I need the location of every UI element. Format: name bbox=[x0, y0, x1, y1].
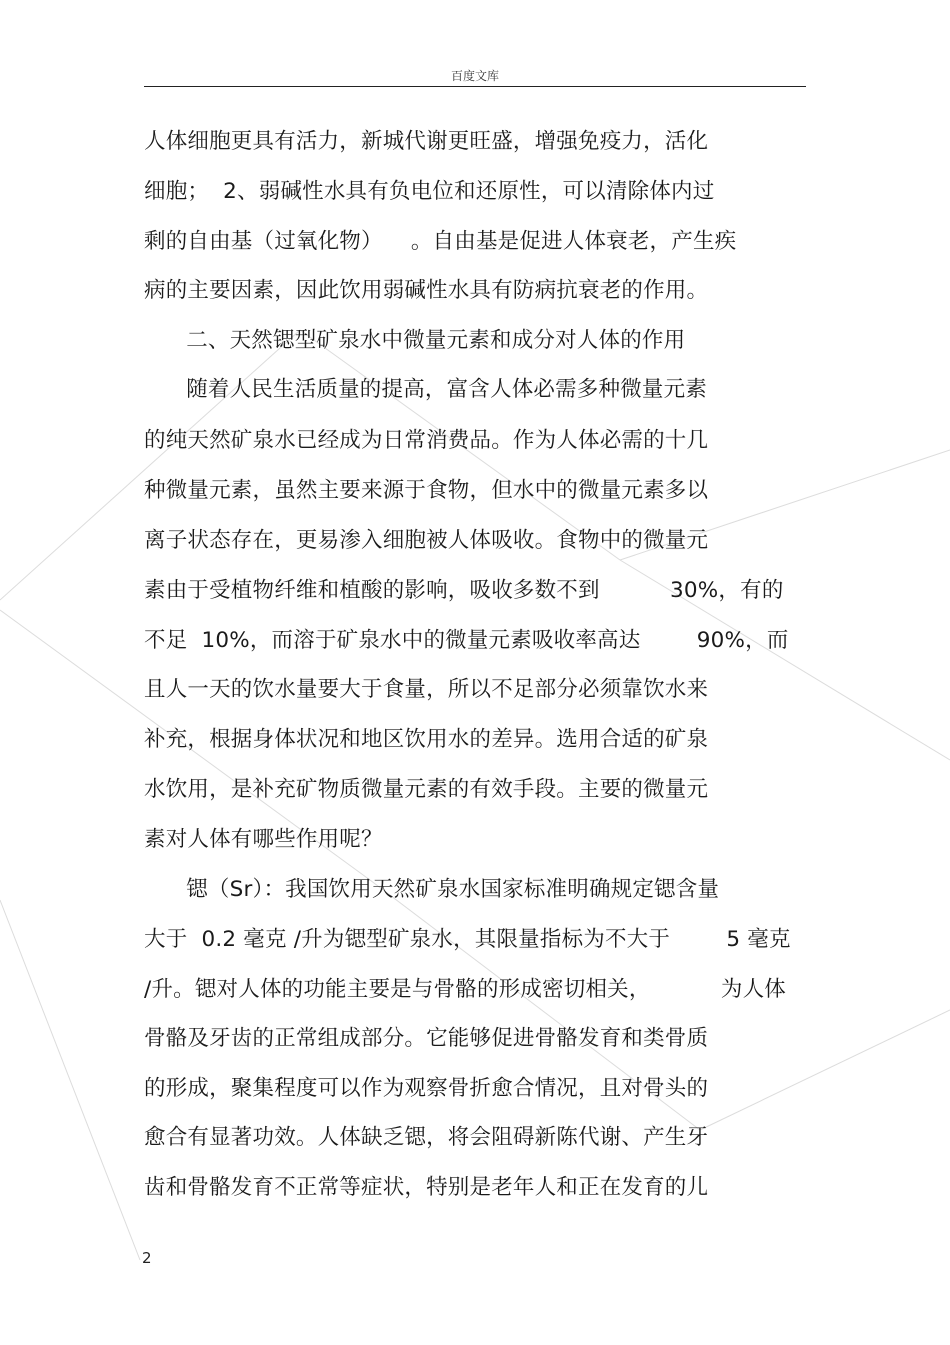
text-line: 病的主要因素，因此饮用弱碱性水具有防病抗衰老的作用。 bbox=[144, 278, 709, 303]
text-line: 且人一天的饮水量要大于食量，所以不足部分必须靠饮水来 bbox=[144, 677, 709, 702]
text-line: 人体细胞更具有活力，新城代谢更旺盛，增强免疫力，活化 bbox=[144, 129, 709, 154]
header-divider bbox=[144, 86, 806, 87]
section-heading: 二、天然锶型矿泉水中微量元素和成分对人体的作用 bbox=[144, 328, 686, 353]
text-line: 不足 10%，而溶于矿泉水中的微量元素吸收率高达 90%，而 bbox=[144, 628, 789, 653]
text-line: 剩的自由基（过氧化物） 。自由基是促进人体衰老，产生疾 bbox=[144, 229, 737, 254]
text-line: 水饮用，是补充矿物质微量元素的有效手段。主要的微量元 bbox=[144, 777, 709, 802]
text-line: 素由于受植物纤维和植酸的影响，吸收多数不到 30%，有的 bbox=[144, 578, 784, 603]
page-number: 2 bbox=[142, 1249, 152, 1267]
page-header-title: 百度文库 bbox=[450, 69, 499, 83]
text-line: 的纯天然矿泉水已经成为日常消费品。作为人体必需的十几 bbox=[144, 428, 709, 453]
text-line: 骨骼及牙齿的正常组成部分。它能够促进骨骼发育和类骨质 bbox=[144, 1026, 709, 1051]
text-line: /升。锶对人体的功能主要是与骨骼的形成密切相关， 为人体 bbox=[144, 977, 786, 1002]
text-line: 锶（Sr）：我国饮用天然矿泉水国家标准明确规定锶含量 bbox=[144, 877, 720, 902]
text-line: 愈合有显著功效。人体缺乏锶，将会阻碍新陈代谢、产生牙 bbox=[144, 1125, 709, 1150]
text-line: 随着人民生活质量的提高，富含人体必需多种微量元素 bbox=[144, 377, 708, 402]
text-line: 素对人体有哪些作用呢？ bbox=[144, 827, 383, 852]
text-line: 离子状态存在，更易渗入细胞被人体吸收。食物中的微量元 bbox=[144, 528, 709, 553]
text-line: 大于 0.2 毫克 /升为锶型矿泉水，其限量指标为不大于 5 毫克 bbox=[144, 927, 791, 952]
text-line: 齿和骨骼发育不正常等症状，特别是老年人和正在发育的儿 bbox=[144, 1175, 709, 1200]
text-line: 细胞； 2、弱碱性水具有负电位和还原性，可以清除体内过 bbox=[144, 179, 715, 204]
text-line: 的形成，聚集程度可以作为观察骨折愈合情况，且对骨头的 bbox=[144, 1076, 709, 1101]
text-line: 种微量元素，虽然主要来源于食物，但水中的微量元素多以 bbox=[144, 478, 709, 503]
text-line: 补充，根据身体状况和地区饮用水的差异。选用合适的矿泉 bbox=[144, 727, 709, 752]
